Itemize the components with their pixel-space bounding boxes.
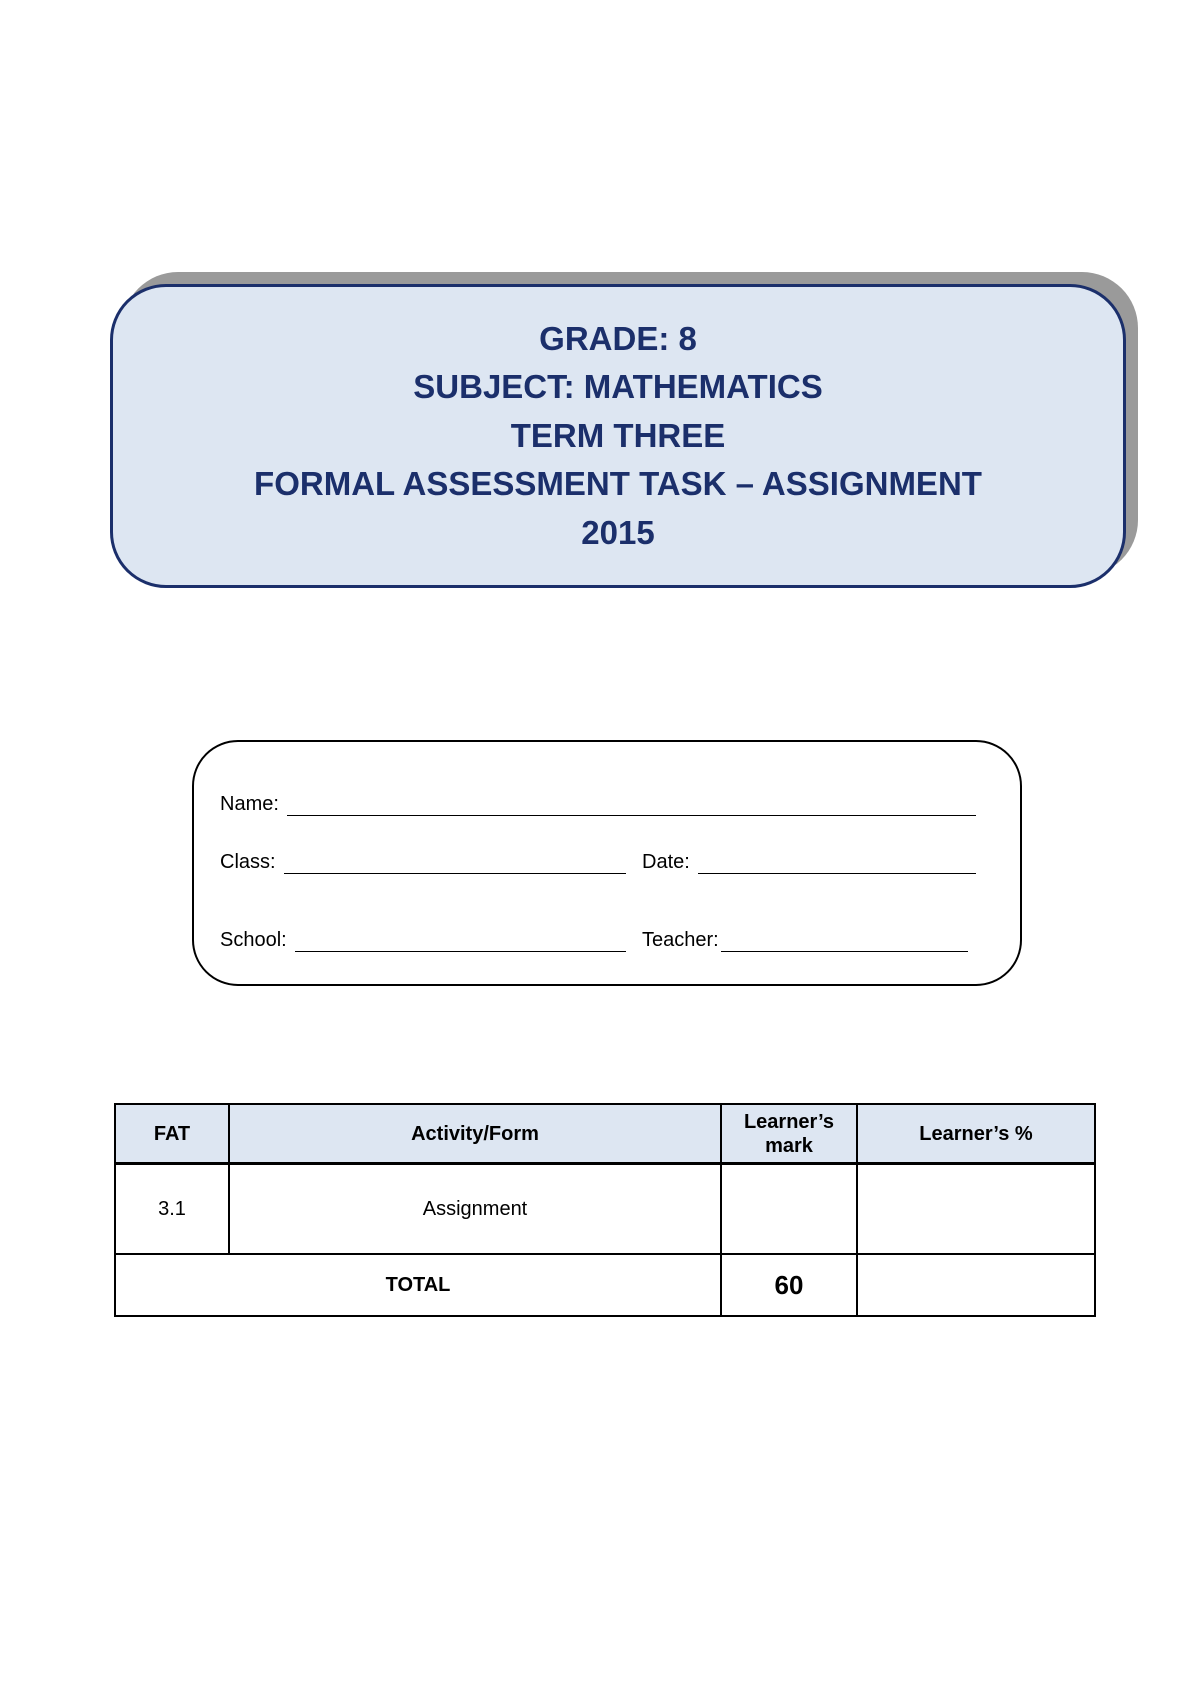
header-learner-percent: Learner’s % <box>857 1104 1095 1164</box>
row-learner-percent[interactable] <box>857 1164 1095 1255</box>
teacher-label: Teacher: <box>642 929 719 951</box>
header-fat: FAT <box>115 1104 229 1164</box>
school-label: School: <box>220 929 287 951</box>
year-heading: 2015 <box>581 514 655 551</box>
total-value: 60 <box>721 1254 857 1316</box>
task-heading: FORMAL ASSESSMENT TASK – ASSIGNMENT <box>254 465 982 502</box>
school-input-line[interactable] <box>295 931 626 952</box>
table-row <box>115 1164 1095 1255</box>
class-label: Class: <box>220 851 276 873</box>
row-fat: 3.1 <box>115 1164 229 1255</box>
grade-heading: GRADE: 8 <box>539 320 697 357</box>
header-activity: Activity/Form <box>229 1104 721 1164</box>
date-input-line[interactable] <box>698 853 976 874</box>
header-learner-mark: Learner’s mark <box>721 1104 857 1164</box>
date-field <box>642 850 976 874</box>
class-input-line[interactable] <box>284 853 626 874</box>
subject-heading: SUBJECT: MATHEMATICS <box>413 368 823 405</box>
marks-table <box>114 1103 1096 1317</box>
term-heading: TERM THREE <box>510 417 726 454</box>
date-label: Date: <box>642 851 690 873</box>
total-learner-percent[interactable] <box>857 1254 1095 1316</box>
name-field <box>220 792 976 816</box>
class-field <box>220 850 626 874</box>
name-label: Name: <box>220 793 279 815</box>
row-activity: Assignment <box>229 1164 721 1255</box>
table-header-row <box>115 1104 1095 1164</box>
name-input-line[interactable] <box>287 795 976 816</box>
teacher-field <box>642 928 968 952</box>
row-learner-mark[interactable] <box>721 1164 857 1255</box>
teacher-input-line[interactable] <box>721 931 968 952</box>
learner-info-box <box>192 740 1022 986</box>
total-row <box>115 1254 1095 1316</box>
title-banner <box>110 284 1126 588</box>
total-label: TOTAL <box>115 1254 721 1316</box>
school-field <box>220 928 626 952</box>
